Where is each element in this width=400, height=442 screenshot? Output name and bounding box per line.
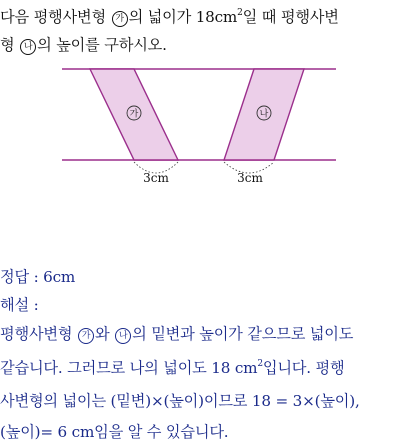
solution-text: 입니다. 평행 [262, 359, 345, 377]
solution-line-2 [0, 357, 344, 378]
solution-line-4: (높이)= 6 cm임을 알 수 있습니다. [0, 423, 229, 441]
circled-label-na: 나 [20, 39, 36, 55]
question-text: 형 [0, 36, 20, 54]
question-text: 일 때 평행사변 [242, 8, 339, 26]
label-na-figure: 나 [259, 109, 269, 120]
base-label-right: 3cm [237, 171, 263, 185]
answer-line [0, 266, 75, 287]
answer-value: 6cm [43, 268, 76, 286]
solution-line-3: 사변형의 넓이는 (밑변)×(높이)이므로 18 = 3×(높이), [0, 392, 360, 410]
solution-text: 의 밑변과 높이가 같으므로 넓이도 [132, 325, 354, 343]
superscript-2: 2 [237, 8, 243, 18]
solution-line-1 [0, 323, 353, 344]
label-ga-figure: 가 [129, 109, 139, 120]
circled-label-ga: 가 [112, 11, 128, 27]
superscript-2: 2 [257, 359, 263, 369]
circled-label-ga: 가 [78, 328, 94, 344]
base-label-left: 3cm [143, 171, 169, 185]
parallelogram-figure [0, 0, 400, 200]
question-text: 의 높이를 구하시오. [37, 36, 167, 54]
solution-text: 평행사변형 [0, 325, 77, 343]
answer-label: 정답 : [0, 268, 44, 286]
question-text: 의 넓이가 18cm [128, 8, 238, 26]
question-text: 다음 평행사변형 [0, 8, 111, 26]
circled-label-na: 나 [115, 328, 131, 344]
solution-text: 같습니다. 그러므로 나의 넓이도 18 cm [0, 359, 258, 377]
solution-label: 해설 : [0, 296, 39, 314]
solution-text: 와 [94, 325, 115, 343]
